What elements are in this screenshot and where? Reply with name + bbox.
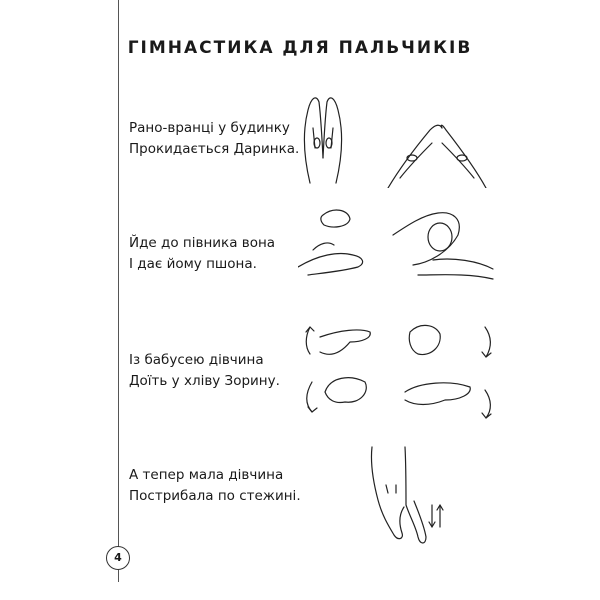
verse-line: Рано-вранці у будинку: [129, 120, 290, 136]
page-number: 4: [106, 546, 130, 570]
verse-line: І дає йому пшона.: [129, 256, 257, 272]
verse-line: А тепер мала дівчина: [129, 467, 284, 483]
milking-hands-illustration: [300, 312, 500, 432]
page-title: ГІМНАСТИКА ДЛЯ ПАЛЬЧИКІВ: [127, 38, 473, 58]
hands-together-illustration: [290, 88, 490, 188]
verse-line: Йде до півника вона: [129, 235, 276, 251]
verse-1: [129, 118, 299, 160]
verse-line: Пострибала по стежині.: [129, 488, 301, 504]
margin-line: [118, 0, 119, 582]
verse-4: [129, 465, 301, 507]
verse-line: Із бабусею дівчина: [129, 352, 264, 368]
verse-line: Доїть у хліву Зорину.: [129, 373, 280, 389]
hand-feeding-illustration: [298, 205, 498, 285]
verse-line: Прокидається Даринка.: [129, 141, 300, 157]
walking-fingers-illustration: [360, 445, 460, 555]
verse-3: [129, 350, 280, 392]
verse-2: [129, 233, 275, 275]
